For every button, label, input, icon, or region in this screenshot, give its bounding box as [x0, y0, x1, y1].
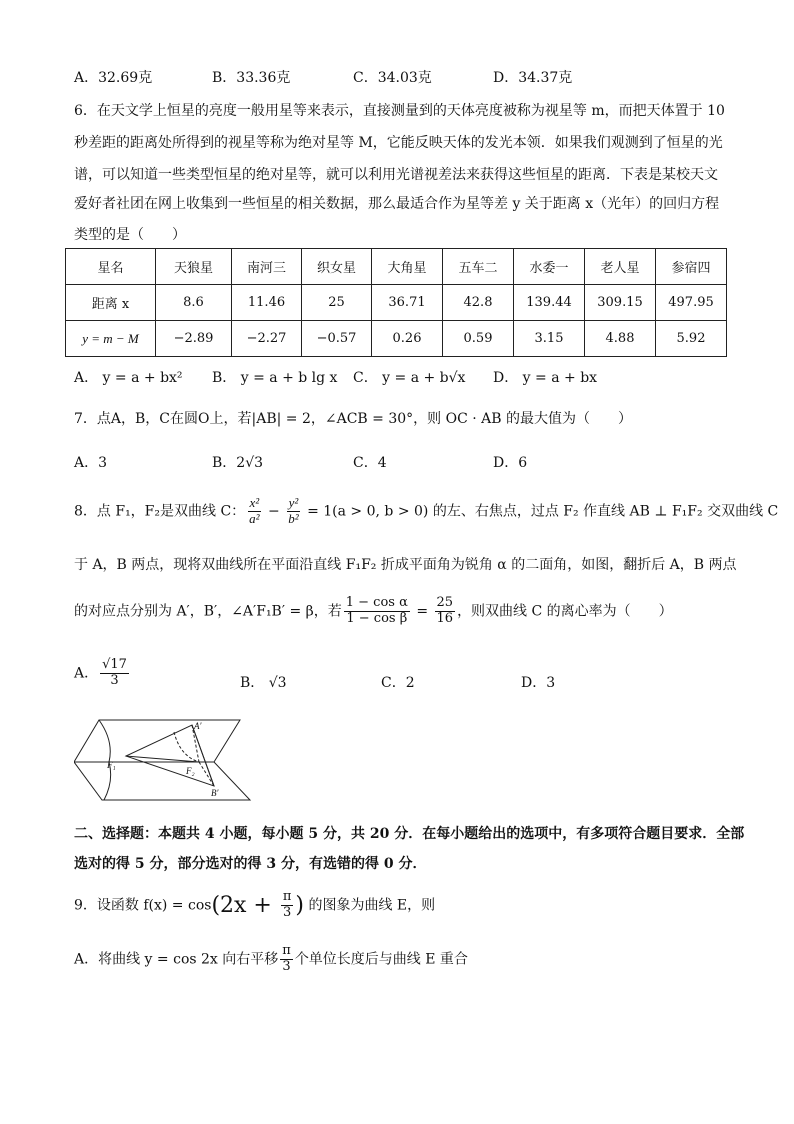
- row-label-distance: 距离 x: [66, 285, 156, 321]
- folded-hyperbola-arc: [174, 732, 199, 762]
- q6-stem-line-3: 谱，可以知道一些类型恒星的绝对星等，就可以利用光谱视差法来获得这些恒星的距离．下表是某校天文: [74, 167, 718, 183]
- magnitude-cell: 3.15: [514, 321, 585, 357]
- table-row-distance: [66, 285, 727, 321]
- star-name-cell: 水委一: [514, 249, 585, 285]
- q6-stem-line-1: 6．在天文学上恒星的亮度一般用星等来表示，直接测量到的天体亮度被称为视星等 m，而把天体置于 10: [74, 103, 725, 119]
- distance-cell: 25: [302, 285, 372, 321]
- fold-triangle: [126, 725, 214, 786]
- star-name-cell: 老人星: [585, 249, 656, 285]
- a-prime-to-b-prime: [192, 725, 214, 786]
- x-squared-over-a-squared: $\frac{\text{x²}}{\text{a²}}$: [249, 495, 260, 526]
- row-label-magnitude-difference: y = m − M: [66, 321, 156, 357]
- label-a-prime: A′: [194, 721, 202, 731]
- q6-option-d: D． y = a + bx: [493, 370, 598, 386]
- q8-option-b: B． √3: [240, 675, 287, 691]
- q5-option-c: C．34.03克: [353, 70, 432, 86]
- cosine-ratio-fraction: $\frac{\text{1 − cos α}}{\text{1 − cos β}}$: [345, 595, 408, 626]
- root-seventeen-over-three: $\frac{√17}{3}$: [102, 657, 127, 688]
- star-data-table: [65, 248, 727, 357]
- distance-cell: 309.15: [585, 285, 656, 321]
- star-name-cell: 五车二: [443, 249, 514, 285]
- magnitude-cell: −2.27: [232, 321, 302, 357]
- q6-stem-line-2: 秒差距的距离处所得到的视星等称为绝对星等 M，它能反映天体的发光本领．如果我们观测到了恒星的光: [74, 135, 723, 151]
- focal-axis-segment: [126, 756, 199, 762]
- distance-cell: 8.6: [156, 285, 232, 321]
- table-row-magnitude-difference: [66, 321, 727, 357]
- row-label-star-name: 星名: [66, 249, 156, 285]
- q5-option-b: B．33.36克: [212, 70, 291, 86]
- q7-option-d: D．6: [493, 455, 528, 471]
- q6-option-c: C． y = a + b√x: [353, 370, 466, 386]
- star-name-cell: 天狼星: [156, 249, 232, 285]
- q8-stem-line-1: 8．点 F₁，F₂是双曲线 C： $\frac{\text{x²}}{\text{a²}}$ − $\frac{\text{y²}}{\text{b²}}$ = 1(a > 0, b > 0) 的左、右焦点，过点 F₂ 作直线 AB ⊥ F₁F₂ 交双曲线 C: [74, 495, 779, 526]
- distance-cell: 42.8: [443, 285, 514, 321]
- q7-option-b: B．2√3: [212, 455, 264, 471]
- star-name-cell: 织女星: [302, 249, 372, 285]
- label-f1: F₁: [107, 760, 116, 770]
- distance-cell: 36.71: [372, 285, 443, 321]
- q6-option-a: A． y = a + bx²: [74, 370, 183, 386]
- folded-hyperbola-figure: [74, 716, 252, 810]
- q7-option-a: A．3: [74, 455, 108, 471]
- q8-option-d: D．3: [521, 675, 556, 691]
- q8-option-a: A． $\frac{√17}{3}$: [74, 657, 127, 688]
- label-f2: F₂: [186, 766, 195, 776]
- q8-stem-suffix: = 1(a > 0, b > 0) 的左、右焦点，过点 F₂ 作直线 AB ⊥ F₁F₂ 交双曲线 C: [302, 503, 779, 520]
- distance-cell: 139.44: [514, 285, 585, 321]
- magnitude-cell: 0.26: [372, 321, 443, 357]
- twenty-five-sixteenths: $\frac{25}{16}$: [436, 595, 454, 626]
- distance-cell: 11.46: [232, 285, 302, 321]
- q7-option-c: C．4: [353, 455, 387, 471]
- magnitude-cell: −0.57: [302, 321, 372, 357]
- q6-option-b: B． y = a + b lg x: [212, 370, 338, 386]
- q5-option-d: D．34.37克: [493, 70, 573, 86]
- q9-stem: 9．设函数 f(x) = cos(2x + $\frac{\pi}{3}$ ) 的图象为曲线 E，则: [74, 889, 436, 920]
- q8-stem-line-2: 于 A，B 两点，现将双曲线所在平面沿直线 F₁F₂ 折成平面角为锐角 α 的二面角，如图，翻折后 A，B 两点: [74, 557, 737, 573]
- table-row-star-names: [66, 249, 727, 285]
- magnitude-cell: −2.89: [156, 321, 232, 357]
- star-name-cell: 参宿四: [656, 249, 727, 285]
- magnitude-cell: 0.59: [443, 321, 514, 357]
- y-squared-over-b-squared: $\frac{\text{y²}}{\text{b²}}$: [288, 495, 299, 526]
- distance-cell: 497.95: [656, 285, 727, 321]
- magnitude-cell: 4.88: [585, 321, 656, 357]
- magnitude-cell: 5.92: [656, 321, 727, 357]
- q5-option-a: A．32.69克: [74, 70, 153, 86]
- star-name-cell: 大角星: [372, 249, 443, 285]
- q6-stem-line-4: 爱好者社团在网上收集到一些恒星的相关数据，那么最适合作为星等差 y 关于距离 x（光年）的回归方程: [74, 196, 720, 212]
- q8-stem-line-3: 的对应点分别为 A′，B′，∠A′F₁B′ = β，若 $\frac{\text{1 − cos α}}{\text{1 − cos β}}$ = $\frac{25}{16}$ ，则双曲线 C 的离心率为（ ）: [74, 595, 673, 626]
- section2-instructions-line-2: 选对的得 5 分，部分选对的得 3 分，有选错的得 0 分．: [74, 856, 427, 872]
- q9-option-a: A．将曲线 y = cos 2x 向右平移 $\frac{\pi}{3}$ 个单位长度后与曲线 E 重合: [74, 943, 468, 974]
- pi-over-three-shift: $\frac{\pi}{3}$: [282, 943, 291, 974]
- folded-hyperbola-diagram: [74, 716, 252, 806]
- q7-stem: 7．点A，B，C在圆O上，若|AB| = 2，∠ACB = 30°，则 OC · AB 的最大值为（ ）: [74, 411, 632, 427]
- label-b-prime: B′: [211, 788, 219, 798]
- section2-instructions-line-1: 二、选择题：本题共 4 小题，每小题 5 分，共 20 分．在每小题给出的选项中，有多项符合题目要求．全部: [74, 826, 745, 842]
- q8-stem-prefix: 8．点 F₁，F₂是双曲线 C：: [74, 503, 246, 520]
- star-name-cell: 南河三: [232, 249, 302, 285]
- q8-option-c: C．2: [381, 675, 415, 691]
- q6-stem-line-5: 类型的是（ ）: [74, 227, 186, 243]
- pi-over-three: $\frac{\pi}{3}$: [282, 889, 292, 920]
- lower-half-plane: [74, 762, 250, 800]
